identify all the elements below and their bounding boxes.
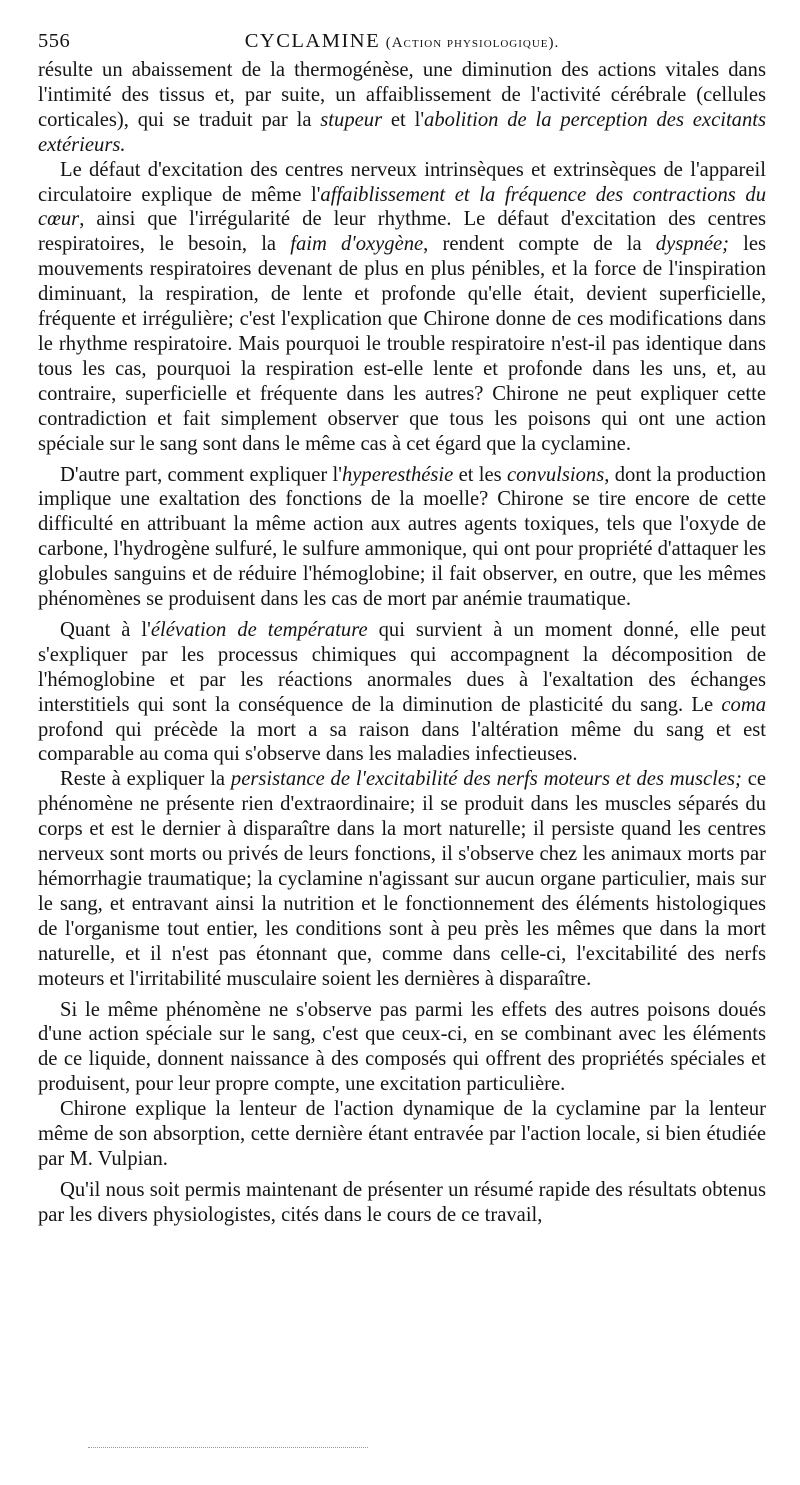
paragraph-8 <box>38 1178 766 1228</box>
italic-run: affaiblissement et la fréquence des contractions du cœur <box>38 183 766 231</box>
paragraph-6 <box>38 998 766 1098</box>
paragraph-2 <box>38 158 766 457</box>
page-number: 556 <box>38 30 71 52</box>
running-title: CYCLAMINE <box>244 30 381 52</box>
paragraph-5 <box>38 767 766 991</box>
text-run: Reste à expliquer la <box>60 768 231 791</box>
body-text <box>38 58 766 1228</box>
text-run: qui survient à un moment donné, elle peut s'expliquer par les processus chimiques qui accompagnent la décomposition de l'hémoglobine et par les réactions anormales dues à l'exaltation des échanges interstitiels qui sont la conséquence de la diminution de plasticité du sang. Le <box>38 618 766 716</box>
paragraph-3 <box>38 463 766 612</box>
paragraph-1 <box>38 58 766 158</box>
text-run: ce phénomène ne présente rien d'extraordinaire; il se produit dans les muscles séparés du corps et est le dernier à disparaître dans la mort naturelle; il persiste quand les centres nerveux sont morts ou privés de leurs fonctions, il s'observe chez les animaux morts par hémorrhagie traumatique; la cyclamine n'agissant sur aucun organe particulier, mais sur le sang, et entravant ainsi la nutrition et le fonctionnement des éléments histologiques de l'organisme tout entier, les conditions sont à peu près les mêmes que dans la mort naturelle, et il n'est pas étonnant que, comme dans celle-ci, l'excitabilité des nerfs moteurs et l'irritabilité musculaire soient les dernières à disparaître. <box>38 768 766 990</box>
italic-run: hyperesthésie <box>341 463 454 486</box>
running-subtitle: (Action physiologique). <box>385 35 560 51</box>
text-run: profond qui précède la mort a sa raison dans l'altération même du sang et est comparable au coma qui s'observe dans les maladies infectieuses. <box>38 718 766 766</box>
text-run: résulte un abaissement de la thermogénèse, une diminution des actions vitales dans l'intimité des tissus et, par suite, un affaiblissement de l'activité cérébrale (cellules corticales), qui se traduit par la <box>38 59 766 131</box>
italic-run: élévation de température <box>150 618 368 641</box>
text-run: Si le même phénomène ne s'observe pas parmi les effets des autres poisons doués d'une action spéciale sur le sang, c'est que ceux-ci, en se combinant avec les éléments de ce liquide, donnent naissance à des composés qui offrent des propriétés spéciales et produisent, pour leur propre compte, une excitation particulière. <box>38 998 766 1096</box>
paragraph-7 <box>38 1097 766 1172</box>
text-run: Chirone explique la lenteur de l'action dynamique de la cyclamine par la lenteur même de son absorption, cette dernière étant entravée par l'action locale, si bien étudiée par M. Vulpian. <box>38 1098 766 1170</box>
italic-run: stupeur <box>320 108 383 131</box>
italic-run: dyspnée; <box>655 233 729 256</box>
italic-run: persistance de l'excitabilité des nerfs moteurs et des muscles; <box>230 768 742 791</box>
text-run: D'autre part, comment expliquer l' <box>60 463 342 486</box>
footer-rule <box>88 1447 368 1450</box>
text-run: Qu'il nous soit permis maintenant de présenter un résumé rapide des résultats obtenus par les divers physiologistes, cités dans le cours de ce travail, <box>38 1178 766 1226</box>
paragraph-4 <box>38 618 766 767</box>
running-head <box>38 26 766 56</box>
text-run: Le défaut d'excitation des centres nerveux intrinsèques et extrinsèques de l'appareil circulatoire explique de même l' <box>38 158 766 206</box>
text-run: les mouvements respiratoires devenant de plus en plus pénibles, et la force de l'inspiration diminuant, la respiration, de lente et profonde qu'elle était, devient superficielle, fréquente et irrégulière; c'est l'explication que Chirone donne de ces modifications dans le rhythme respiratoire. Mais pourquoi le trouble respiratoire n'est-il pas identique dans tous les cas, pourquoi la respiration est-elle lente et profonde dans les uns, et, au contraire, superficielle et fréquente dans les autres? Chirone ne peut expliquer cette contradiction et fait simplement observer que tous les poisons qui ont une action spéciale sur le sang sont dans le même cas à cet égard que la cyclamine. <box>38 233 767 455</box>
italic-run: convulsions <box>506 463 605 486</box>
italic-run: abolition de la perception des excitants extérieurs. <box>38 108 766 156</box>
text-run: , rendent compte de la <box>423 233 656 256</box>
text-run: et l' <box>382 108 425 131</box>
text-run: , dont la production implique une exaltation des fonctions de la moelle? Chirone se tire encore de cette difficulté en attribuant la même action aux autres agents toxiques, tels que l'oxyde de carbone, l'hydrogène sulfuré, le sulfure ammonique, qui ont pour propriété d'attaquer les globules sanguins et de réduire l'hémoglobine; il fait observer, en outre, que les mêmes phénomènes se produisent dans les cas de mort par anémie traumatique. <box>38 463 767 611</box>
italic-run: coma <box>721 693 766 716</box>
text-run: , ainsi que l'irrégularité de leur rhythme. Le défaut d'excitation des centres respiratoires, le besoin, la <box>38 208 766 256</box>
text-run: Quant à l' <box>60 618 151 641</box>
italic-run: faim d'oxygène <box>290 233 424 256</box>
text-run: et les <box>453 463 507 486</box>
